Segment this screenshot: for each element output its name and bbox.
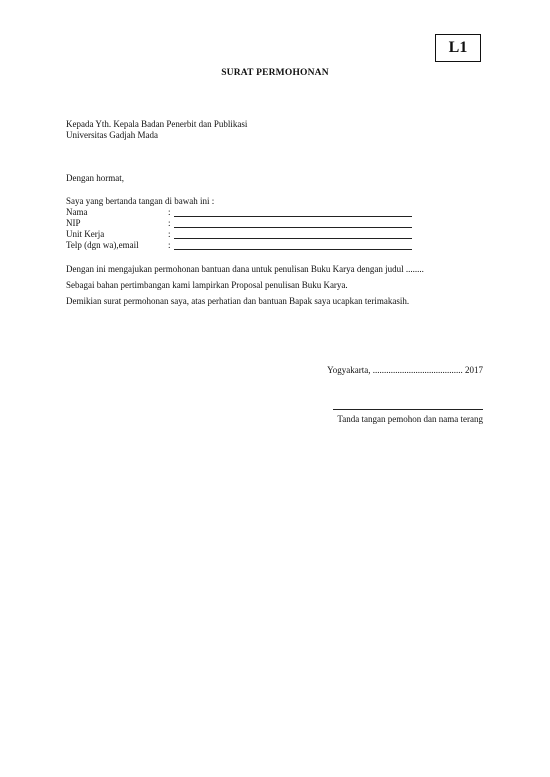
field-blank-line <box>174 249 412 250</box>
recipient-block <box>66 119 247 141</box>
field-label: Telp (dgn wa),email <box>66 240 139 250</box>
signature-caption: Tanda tangan pemohon dan nama terang <box>337 414 483 424</box>
field-colon: : <box>168 240 171 250</box>
field-label: Unit Kerja <box>66 229 105 239</box>
field-colon: : <box>168 229 171 239</box>
field-label: NIP <box>66 218 81 228</box>
recipient-line-2: Universitas Gadjah Mada <box>66 130 158 140</box>
paragraph-request: Dengan ini mengajukan permohonan bantuan dana untuk penulisan Buku Karya dengan judul ........ <box>66 264 424 274</box>
signature-line <box>333 409 483 410</box>
field-colon: : <box>168 218 171 228</box>
field-blank-line <box>174 238 412 239</box>
form-code-box: L1 <box>435 34 481 62</box>
intro-line: Saya yang bertanda tangan di bawah ini : <box>66 196 215 206</box>
field-label: Nama <box>66 207 88 217</box>
paragraph-closing: Demikian surat permohonan saya, atas perhatian dan bantuan Bapak saya ucapkan terimakasih. <box>66 296 410 306</box>
field-blank-line <box>174 227 412 228</box>
recipient-line-1: Kepada Yth. Kepala Badan Penerbit dan Publikasi <box>66 119 248 129</box>
paragraph-attachment: Sebagai bahan pertimbangan kami lampirkan Proposal penulisan Buku Karya. <box>66 280 348 290</box>
field-blank-line <box>174 216 412 217</box>
letter-title: SURAT PERMOHONAN <box>221 68 329 78</box>
greeting: Dengan hormat, <box>66 173 124 183</box>
field-colon: : <box>168 207 171 217</box>
place-date: Yogyakarta, ........................................ 2017 <box>327 365 483 375</box>
